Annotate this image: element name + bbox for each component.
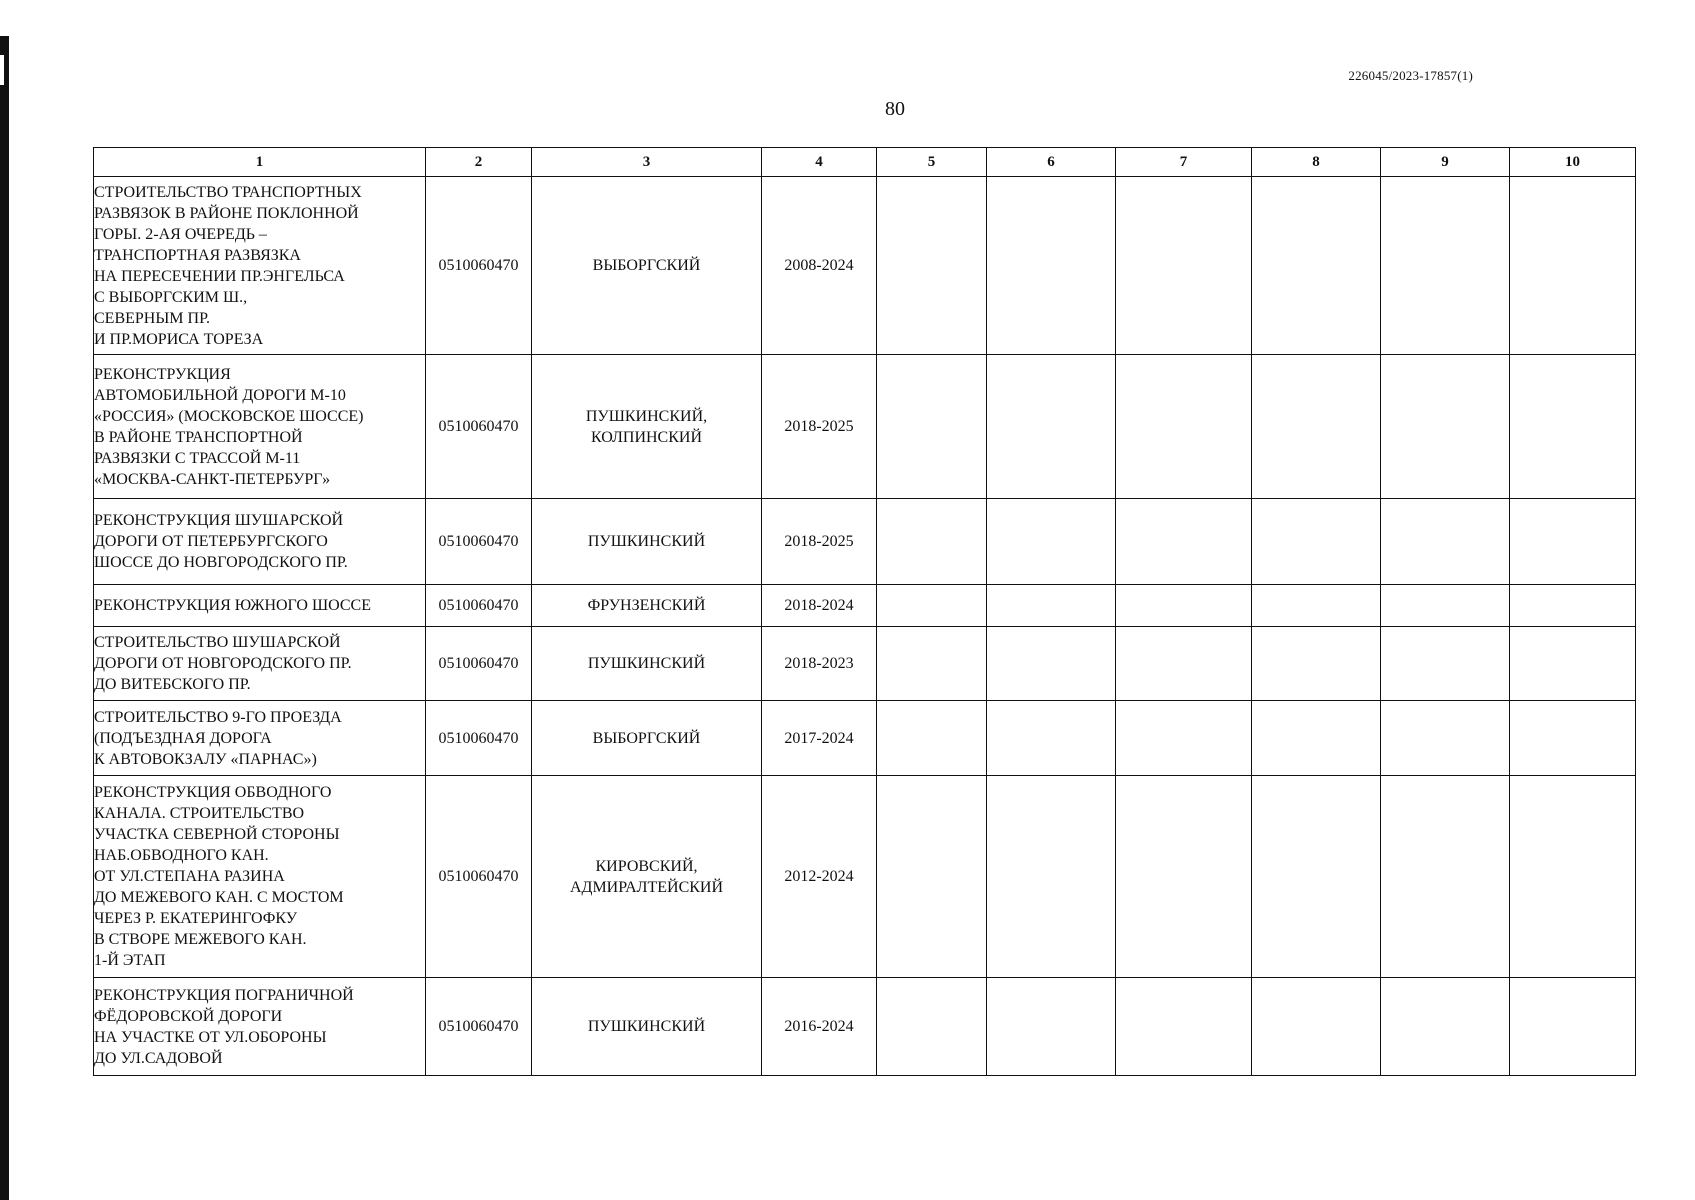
column-header: 4 — [762, 148, 877, 177]
page-number: 80 — [885, 98, 905, 120]
district-cell: ПУШКИНСКИЙ, КОЛПИНСКИЙ — [532, 355, 762, 499]
empty-cell — [1116, 776, 1252, 978]
empty-cell — [1510, 177, 1636, 355]
empty-cell — [987, 978, 1116, 1076]
project-name-cell: РЕКОНСТРУКЦИЯ ЮЖНОГО ШОССЕ — [94, 585, 426, 627]
empty-cell — [1252, 177, 1381, 355]
column-header: 5 — [877, 148, 987, 177]
empty-cell — [877, 978, 987, 1076]
document-number: 226045/2023-17857(1) — [1348, 68, 1473, 83]
project-name-cell: РЕКОНСТРУКЦИЯ ШУШАРСКОЙ ДОРОГИ ОТ ПЕТЕРБУРГСКОГО ШОССЕ ДО НОВГОРОДСКОГО ПР. — [94, 499, 426, 585]
empty-cell — [1116, 499, 1252, 585]
empty-cell — [1381, 627, 1510, 701]
empty-cell — [1510, 701, 1636, 776]
table-row — [94, 355, 1636, 499]
empty-cell — [877, 177, 987, 355]
column-header: 3 — [532, 148, 762, 177]
empty-cell — [987, 701, 1116, 776]
project-code-cell: 0510060470 — [426, 177, 532, 355]
empty-cell — [1381, 585, 1510, 627]
district-cell: ПУШКИНСКИЙ — [532, 627, 762, 701]
empty-cell — [1381, 355, 1510, 499]
period-cell: 2016-2024 — [762, 978, 877, 1076]
empty-cell — [1252, 776, 1381, 978]
empty-cell — [1116, 701, 1252, 776]
project-name-cell: СТРОИТЕЛЬСТВО 9-ГО ПРОЕЗДА (ПОДЪЕЗДНАЯ ДОРОГА К АВТОВОКЗАЛУ «ПАРНАС») — [94, 701, 426, 776]
empty-cell — [987, 776, 1116, 978]
project-code-cell: 0510060470 — [426, 627, 532, 701]
empty-cell — [1252, 585, 1381, 627]
empty-cell — [1381, 177, 1510, 355]
district-cell: ФРУНЗЕНСКИЙ — [532, 585, 762, 627]
period-cell: 2017-2024 — [762, 701, 877, 776]
project-name-cell: СТРОИТЕЛЬСТВО ТРАНСПОРТНЫХ РАЗВЯЗОК В РАЙОНЕ ПОКЛОННОЙ ГОРЫ. 2-АЯ ОЧЕРЕДЬ – ТРАНСПОРТНАЯ РАЗВЯЗКА НА ПЕРЕСЕЧЕНИИ ПР.ЭНГЕЛЬСА С ВЫБОРГСКИМ Ш., СЕВЕРНЫМ ПР. И ПР.МОРИСА ТОРЕЗА — [94, 177, 426, 355]
empty-cell — [877, 701, 987, 776]
scan-edge-notch — [0, 55, 4, 85]
empty-cell — [1510, 585, 1636, 627]
empty-cell — [1510, 627, 1636, 701]
empty-cell — [1116, 978, 1252, 1076]
project-code-cell: 0510060470 — [426, 776, 532, 978]
project-code-cell: 0510060470 — [426, 978, 532, 1076]
empty-cell — [1252, 499, 1381, 585]
empty-cell — [1252, 978, 1381, 1076]
empty-cell — [877, 585, 987, 627]
empty-cell — [877, 499, 987, 585]
column-header: 6 — [987, 148, 1116, 177]
district-cell: ВЫБОРГСКИЙ — [532, 177, 762, 355]
empty-cell — [877, 627, 987, 701]
column-header: 8 — [1252, 148, 1381, 177]
empty-cell — [987, 355, 1116, 499]
empty-cell — [1252, 355, 1381, 499]
project-code-cell: 0510060470 — [426, 499, 532, 585]
district-cell: КИРОВСКИЙ, АДМИРАЛТЕЙСКИЙ — [532, 776, 762, 978]
period-cell: 2012-2024 — [762, 776, 877, 978]
empty-cell — [1510, 355, 1636, 499]
empty-cell — [1510, 978, 1636, 1076]
table-header-row — [94, 148, 1636, 177]
scan-edge — [0, 36, 9, 1200]
column-header: 9 — [1381, 148, 1510, 177]
column-header: 7 — [1116, 148, 1252, 177]
empty-cell — [987, 177, 1116, 355]
empty-cell — [1116, 585, 1252, 627]
column-header: 10 — [1510, 148, 1636, 177]
empty-cell — [1381, 701, 1510, 776]
empty-cell — [987, 585, 1116, 627]
period-cell: 2008-2024 — [762, 177, 877, 355]
empty-cell — [987, 499, 1116, 585]
table-row — [94, 585, 1636, 627]
empty-cell — [877, 776, 987, 978]
table-row — [94, 499, 1636, 585]
project-code-cell: 0510060470 — [426, 585, 532, 627]
district-cell: ПУШКИНСКИЙ — [532, 978, 762, 1076]
period-cell: 2018-2025 — [762, 499, 877, 585]
project-name-cell: СТРОИТЕЛЬСТВО ШУШАРСКОЙ ДОРОГИ ОТ НОВГОРОДСКОГО ПР. ДО ВИТЕБСКОГО ПР. — [94, 627, 426, 701]
district-cell: ВЫБОРГСКИЙ — [532, 701, 762, 776]
table-row — [94, 776, 1636, 978]
empty-cell — [1252, 701, 1381, 776]
column-header: 2 — [426, 148, 532, 177]
table-row — [94, 701, 1636, 776]
projects-table — [93, 147, 1636, 1076]
project-name-cell: РЕКОНСТРУКЦИЯ ОБВОДНОГО КАНАЛА. СТРОИТЕЛЬСТВО УЧАСТКА СЕВЕРНОЙ СТОРОНЫ НАБ.ОБВОДНОГО КАН. ОТ УЛ.СТЕПАНА РАЗИНА ДО МЕЖЕВОГО КАН. С МОСТОМ ЧЕРЕЗ Р. ЕКАТЕРИНГОФКУ В СТВОРЕ МЕЖЕВОГО КАН. 1-Й ЭТАП — [94, 776, 426, 978]
empty-cell — [1116, 355, 1252, 499]
empty-cell — [1381, 499, 1510, 585]
empty-cell — [877, 355, 987, 499]
empty-cell — [1252, 627, 1381, 701]
district-cell: ПУШКИНСКИЙ — [532, 499, 762, 585]
table-row — [94, 978, 1636, 1076]
period-cell: 2018-2024 — [762, 585, 877, 627]
empty-cell — [1116, 627, 1252, 701]
period-cell: 2018-2025 — [762, 355, 877, 499]
empty-cell — [1116, 177, 1252, 355]
empty-cell — [1510, 776, 1636, 978]
project-name-cell: РЕКОНСТРУКЦИЯ АВТОМОБИЛЬНОЙ ДОРОГИ М-10 «РОССИЯ» (МОСКОВСКОЕ ШОССЕ) В РАЙОНЕ ТРАНСПОРТНОЙ РАЗВЯЗКИ С ТРАССОЙ М-11 «МОСКВА-САНКТ-ПЕТЕРБУРГ» — [94, 355, 426, 499]
table-row — [94, 177, 1636, 355]
table-row — [94, 627, 1636, 701]
empty-cell — [1381, 978, 1510, 1076]
empty-cell — [1381, 776, 1510, 978]
empty-cell — [1510, 499, 1636, 585]
empty-cell — [987, 627, 1116, 701]
project-code-cell: 0510060470 — [426, 355, 532, 499]
project-name-cell: РЕКОНСТРУКЦИЯ ПОГРАНИЧНОЙ ФЁДОРОВСКОЙ ДОРОГИ НА УЧАСТКЕ ОТ УЛ.ОБОРОНЫ ДО УЛ.САДОВОЙ — [94, 978, 426, 1076]
project-code-cell: 0510060470 — [426, 701, 532, 776]
column-header: 1 — [94, 148, 426, 177]
period-cell: 2018-2023 — [762, 627, 877, 701]
